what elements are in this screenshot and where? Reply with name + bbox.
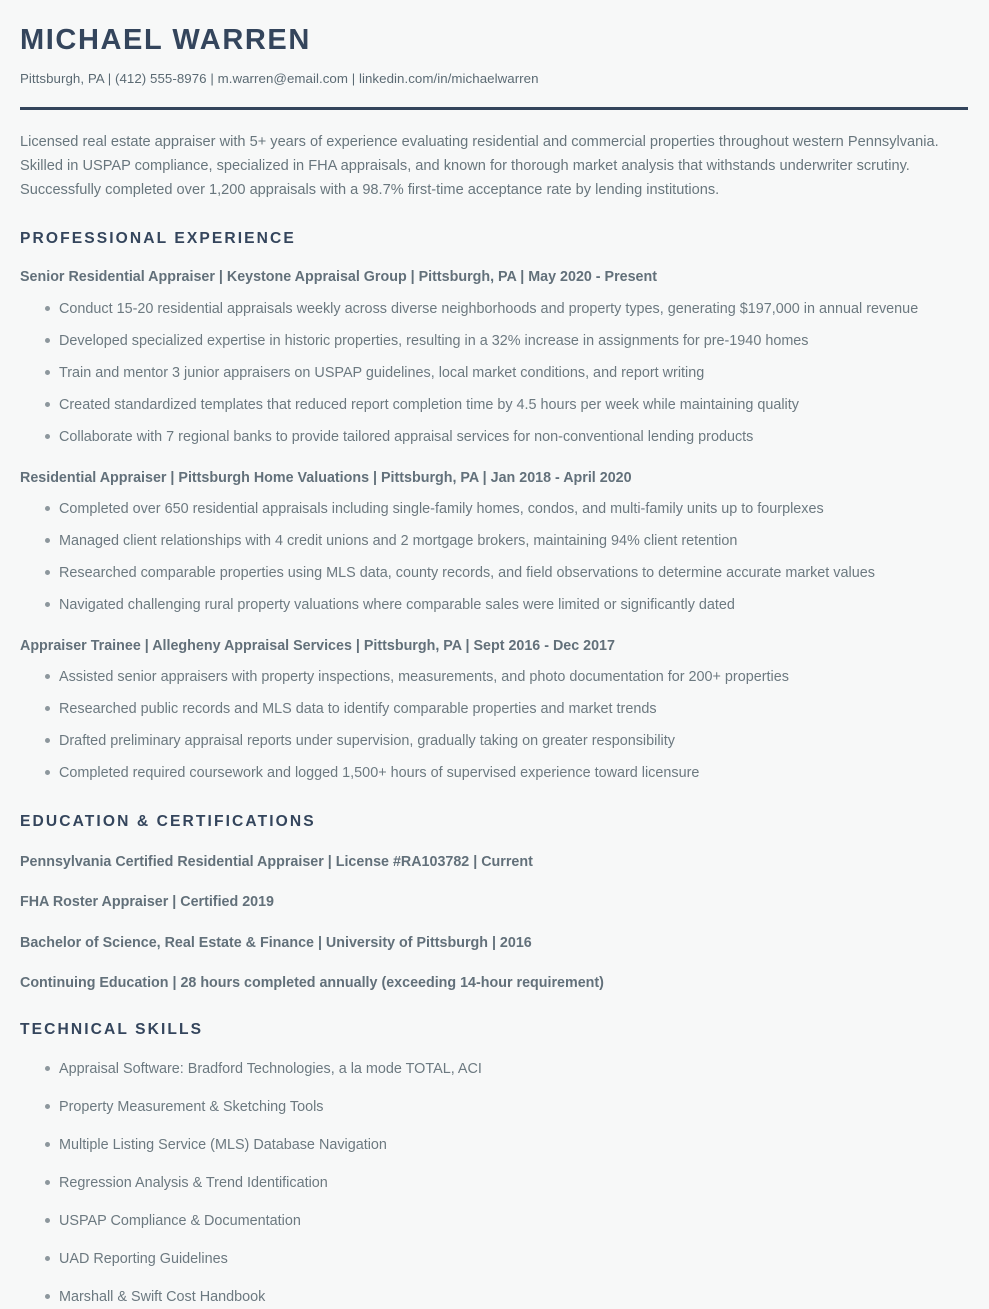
education-list (20, 832, 969, 993)
list-item (20, 529, 969, 553)
list-item (20, 761, 969, 785)
bullet-icon (45, 506, 50, 511)
job-heading: Residential Appraiser | Pittsburgh Home Valuations | Pittsburgh, PA | Jan 2018 - April 2020 (20, 469, 632, 486)
section-title-experience: PROFESSIONAL EXPERIENCE (20, 229, 296, 247)
bullet-icon (45, 1256, 50, 1261)
list-item-text: UAD Reporting Guidelines (59, 1250, 228, 1267)
list-item (20, 1057, 969, 1081)
list-item (20, 497, 969, 521)
education-item: Bachelor of Science, Real Estate & Finance | University of Pittsburgh | 2016 (20, 934, 532, 951)
bullet-icon (45, 1180, 50, 1185)
bullet-icon (45, 402, 50, 407)
list-item (20, 1247, 969, 1271)
bullet-icon (45, 1104, 50, 1109)
list-item-text: Train and mentor 3 junior appraisers on USPAP guidelines, local market conditions, and report writing (59, 364, 705, 381)
list-item-text: Assisted senior appraisers with property inspections, measurements, and photo documentation for 200+ properties (59, 669, 789, 686)
list-item (20, 1095, 969, 1119)
education-item: FHA Roster Appraiser | Certified 2019 (20, 894, 275, 911)
section-title-education: EDUCATION & CERTIFICATIONS (20, 813, 316, 831)
list-item (20, 1209, 969, 1233)
bullet-icon (45, 1294, 50, 1299)
list-item-text: Drafted preliminary appraisal reports under supervision, gradually taking on greater responsibility (59, 733, 675, 750)
list-item-text: Created standardized templates that reduced report completion time by 4.5 hours per week while maintaining quality (59, 396, 799, 413)
skills-list (20, 1040, 969, 1309)
list-item (20, 361, 969, 385)
experience-entry (20, 248, 969, 448)
bullet-icon (45, 434, 50, 439)
section-education (20, 785, 969, 993)
list-item-text: Completed over 650 residential appraisals including single-family homes, condos, and multi-family units up to fourplexes (59, 500, 824, 517)
bullet-icon (45, 674, 50, 679)
list-item (20, 561, 969, 585)
list-item-text: Managed client relationships with 4 credit unions and 2 mortgage brokers, maintaining 94% client retention (59, 532, 738, 549)
experience-entry (20, 449, 969, 617)
bullet-icon (45, 1066, 50, 1071)
list-item-text: USPAP Compliance & Documentation (59, 1212, 301, 1229)
list-item (20, 729, 969, 753)
bullet-icon (45, 602, 50, 607)
list-item (20, 697, 969, 721)
list-item-text: Researched comparable properties using MLS data, county records, and field observations to determine accurate market values (59, 564, 875, 581)
bullet-icon (45, 370, 50, 375)
bullet-icon (45, 1142, 50, 1147)
professional-summary: Licensed real estate appraiser with 5+ years of experience evaluating residential and commercial properties throughout western Pennsylvania. Skilled in USPAP compliance, specialized in FHA appraisals, and known for thorough market analysis that withstands underwriter scrutiny. Successfully completed over 1,200 appraisals with a 98.7% first-time acceptance rate by lending institutions. (20, 133, 939, 198)
experience-entry (20, 617, 969, 785)
list-item-text: Appraisal Software: Bradford Technologies, a la mode TOTAL, ACI (59, 1060, 482, 1077)
list-item (20, 393, 969, 417)
list-item-text: Developed specialized expertise in historic properties, resulting in a 32% increase in assignments for pre-1940 homes (59, 332, 809, 349)
bullet-icon (45, 738, 50, 743)
list-item-text: Conduct 15-20 residential appraisals weekly across diverse neighborhoods and property types, generating $197,000 in annual revenue (59, 300, 919, 317)
list-item (20, 329, 969, 353)
list-item-text: Marshall & Swift Cost Handbook (59, 1288, 266, 1305)
job-bullets (20, 288, 969, 449)
education-item: Continuing Education | 28 hours completed annually (exceeding 14-hour requirement) (20, 974, 604, 991)
list-item-text: Navigated challenging rural property valuations where comparable sales were limited or significantly dated (59, 596, 735, 613)
list-item (20, 593, 969, 617)
bullet-icon (45, 306, 50, 311)
bullet-icon (45, 770, 50, 775)
bullet-icon (45, 338, 50, 343)
job-bullets (20, 488, 969, 617)
list-item-text: Property Measurement & Sketching Tools (59, 1098, 324, 1115)
job-heading: Senior Residential Appraiser | Keystone Appraisal Group | Pittsburgh, PA | May 2020 - Present (20, 269, 657, 286)
list-item (20, 297, 969, 321)
job-bullets (20, 656, 969, 785)
list-item-text: Collaborate with 7 regional banks to provide tailored appraisal services for non-conventional lending products (59, 428, 754, 445)
bullet-icon (45, 570, 50, 575)
list-item (20, 425, 969, 449)
list-item (20, 1171, 969, 1195)
section-title-skills: TECHNICAL SKILLS (20, 1021, 204, 1039)
bullet-icon (45, 706, 50, 711)
list-item-text: Regression Analysis & Trend Identification (59, 1174, 328, 1191)
bullet-icon (45, 538, 50, 543)
list-item (20, 665, 969, 689)
list-item-text: Completed required coursework and logged 1,500+ hours of supervised experience toward licensure (59, 765, 700, 782)
bullet-icon (45, 1218, 50, 1223)
list-item (20, 1285, 969, 1309)
section-skills (20, 993, 969, 1309)
contact-line: Pittsburgh, PA | (412) 555-8976 | m.warren@email.com | linkedin.com/in/michaelwarren (20, 71, 539, 87)
job-heading: Appraiser Trainee | Allegheny Appraisal Services | Pittsburgh, PA | Sept 2016 - Dec 2017 (20, 637, 615, 654)
education-item: Pennsylvania Certified Residential Appraiser | License #RA103782 | Current (20, 853, 533, 870)
list-item-text: Multiple Listing Service (MLS) Database Navigation (59, 1136, 387, 1153)
page-title: MICHAEL WARREN (20, 24, 311, 56)
section-experience (20, 202, 969, 786)
list-item-text: Researched public records and MLS data to identify comparable properties and market trends (59, 701, 657, 718)
list-item (20, 1133, 969, 1157)
